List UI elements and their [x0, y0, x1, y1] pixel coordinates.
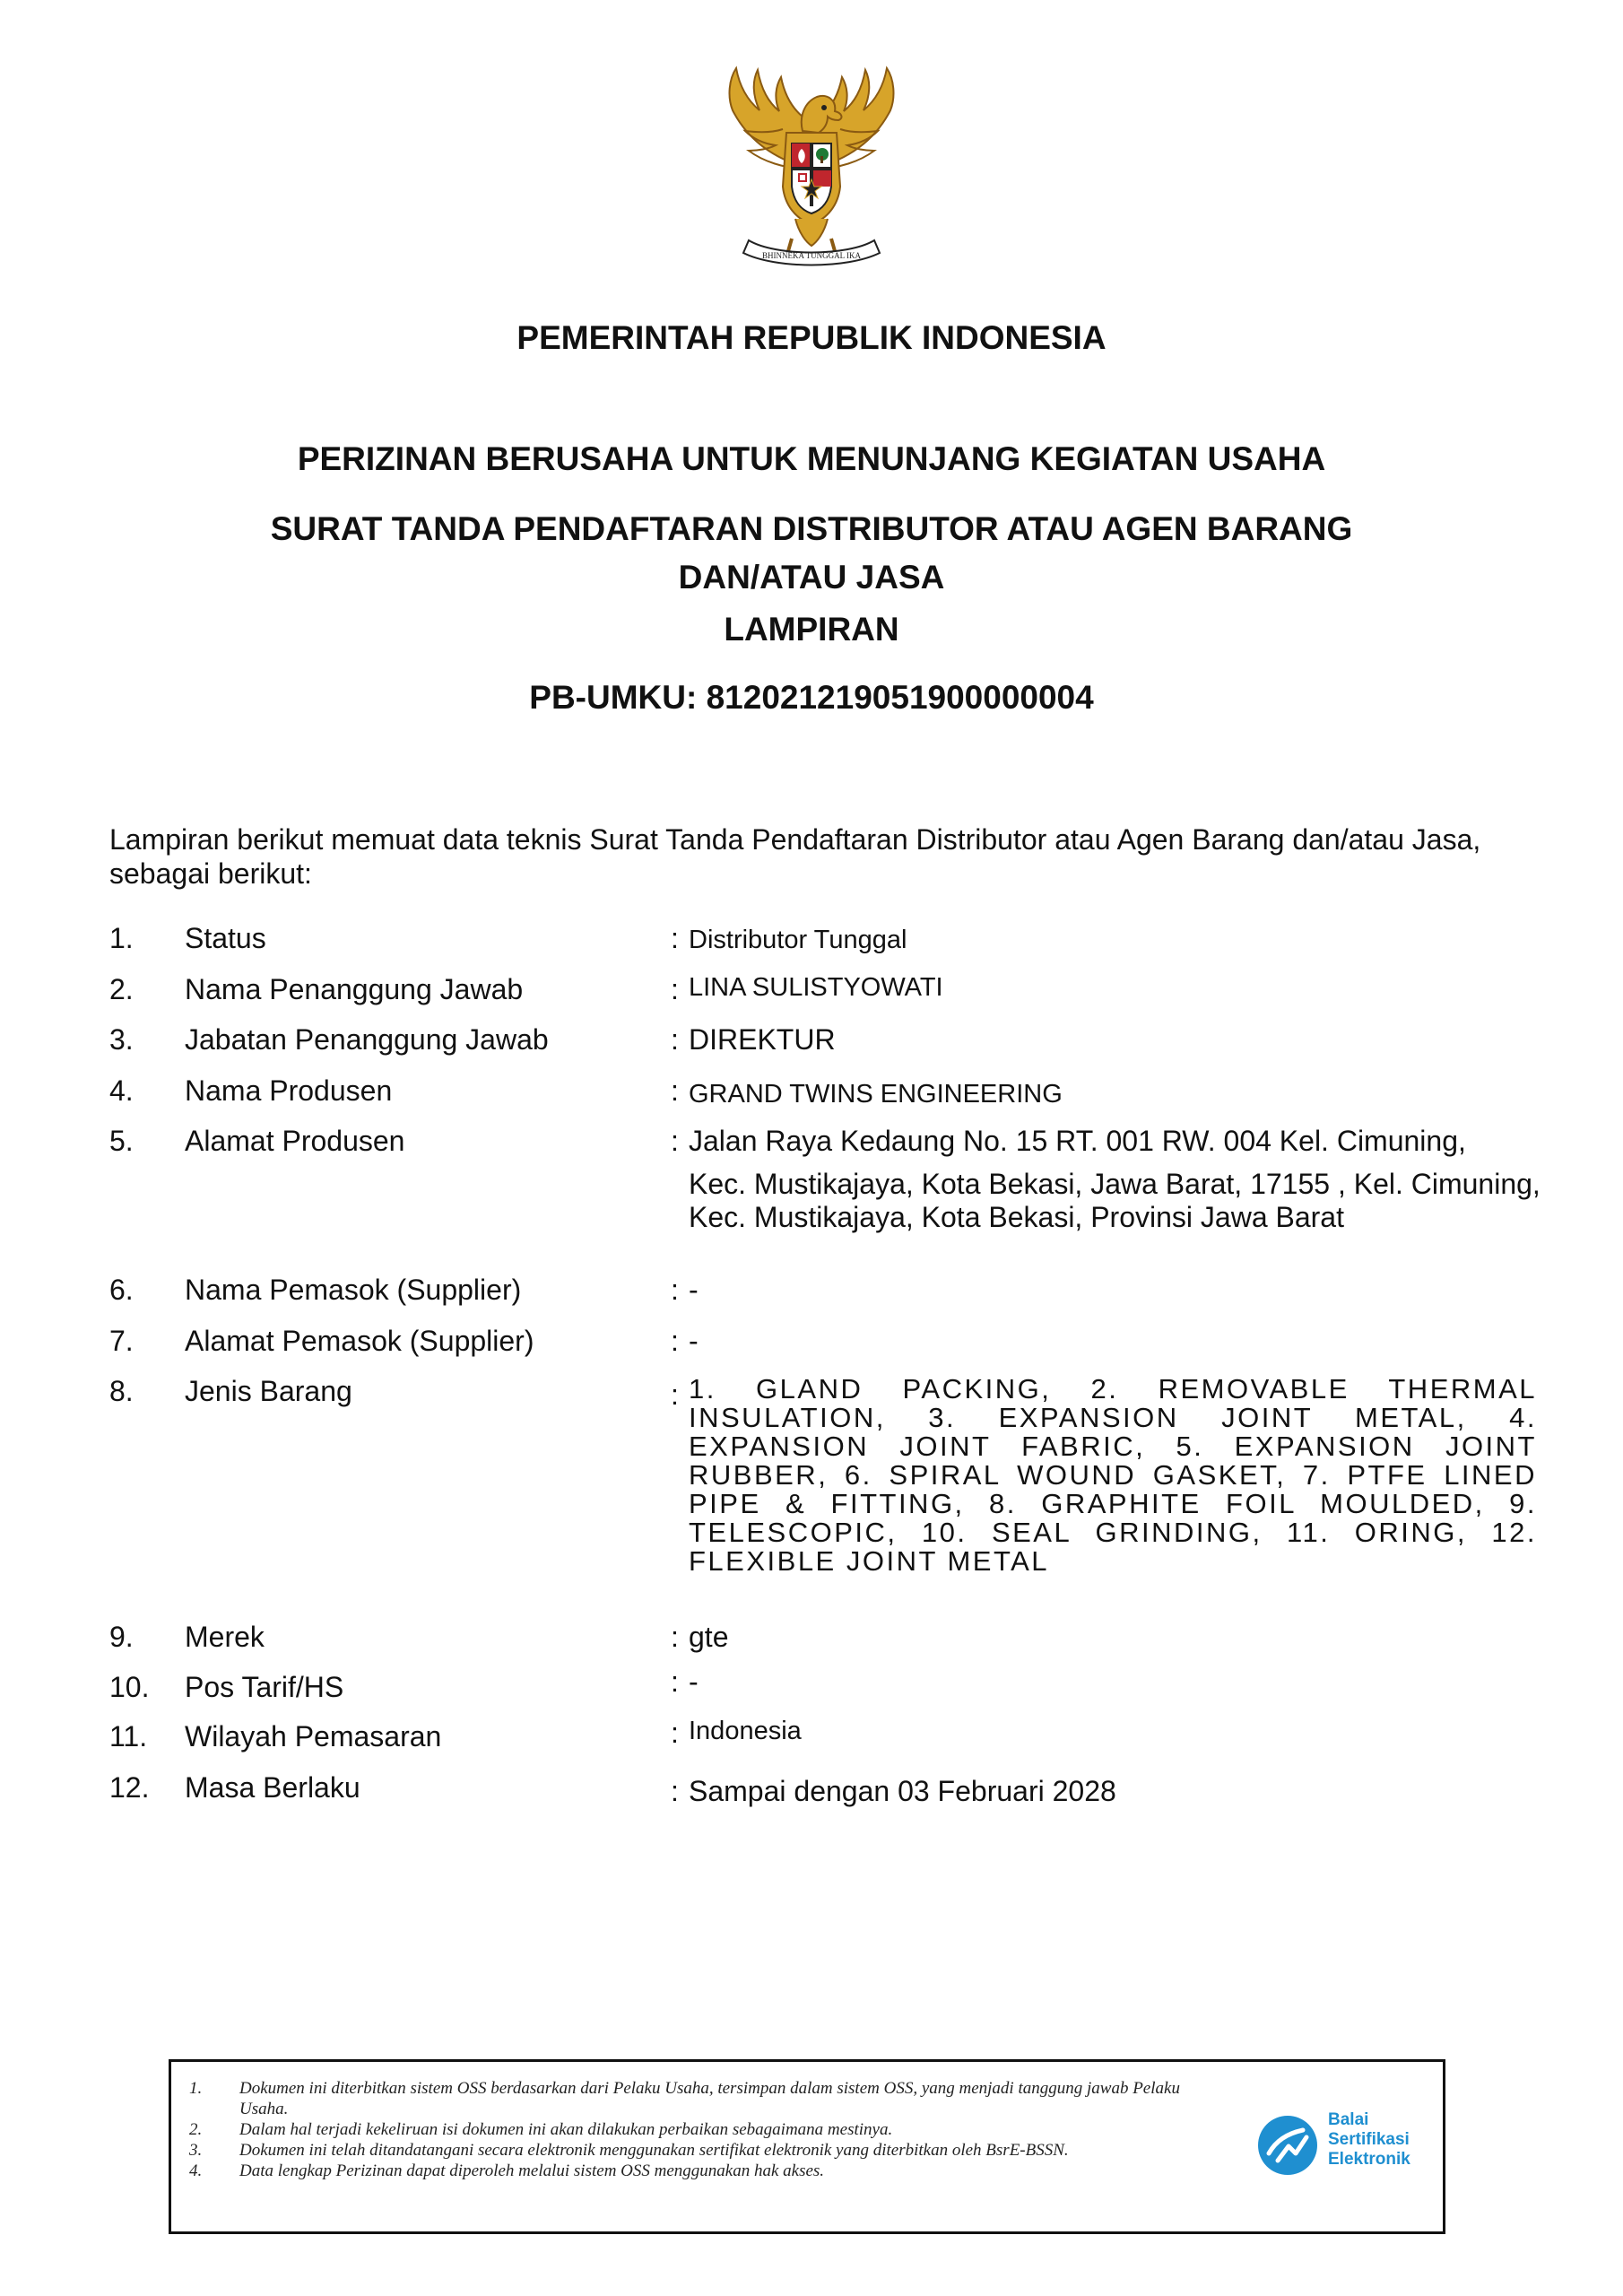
item-label: Nama Pemasok (Supplier) [185, 1274, 522, 1306]
item-label: Nama Penanggung Jawab [185, 973, 524, 1005]
item-label: Jenis Barang [185, 1375, 352, 1407]
item-label: Wilayah Pemasaran [185, 1720, 442, 1752]
item-colon: : [671, 1378, 679, 1411]
item-colon: : [671, 922, 679, 954]
footer-note-number: 4. [189, 2161, 203, 2180]
item-label: Nama Produsen [185, 1074, 393, 1107]
item-colon: : [671, 1717, 679, 1749]
item-value: Jalan Raya Kedaung No. 15 RT. 001 RW. 004 Kel. Cimuning, [689, 1125, 1466, 1157]
item-value: DIREKTUR [689, 1023, 836, 1056]
item-number: 10. [109, 1671, 150, 1703]
footer-note-number: 2. [189, 2120, 203, 2139]
item-value: Indonesia [689, 1717, 802, 1745]
item-value: GRAND TWINS ENGINEERING [689, 1080, 1063, 1109]
item-value: - [689, 1325, 699, 1357]
item-label: Alamat Pemasok (Supplier) [185, 1325, 534, 1357]
item-value: - [689, 1274, 699, 1306]
permit-number: PB-UMKU: 812021219051900000004 [529, 679, 1094, 716]
permit-title: PERIZINAN BERUSAHA UNTUK MENUNJANG KEGIATAN USAHA [297, 440, 1326, 477]
footer-note-number: 3. [189, 2141, 203, 2160]
footer-notes-box [169, 2059, 1445, 2234]
certificate-title [0, 505, 1623, 602]
item-number: 4. [109, 1074, 134, 1107]
bsre-line1: Balai [1328, 2110, 1369, 2129]
footer-note [189, 2119, 1229, 2140]
item-colon: : [671, 1074, 679, 1107]
footer-note-text: Dokumen ini diterbitkan sistem OSS berdasarkan dari Pelaku Usaha, tersimpan dalam sistem OSS, yang menjadi tanggung jawab Pelaku Usaha. [239, 2079, 1180, 2118]
intro-paragraph: Lampiran berikut memuat data teknis Surat Tanda Pendaftaran Distributor atau Agen Barang dan/atau Jasa, sebagai berikut: [109, 823, 1481, 890]
item-number: 12. [109, 1771, 150, 1804]
emblem-motto: BHINNEKA TUNGGAL IKA [762, 251, 861, 260]
footer-note-text: Dalam hal terjadi kekeliruan isi dokumen ini akan dilakukan perbaikan sebagaimana mestinya. [239, 2120, 893, 2139]
item-value: Distributor Tunggal [689, 926, 907, 954]
item-label: Masa Berlaku [185, 1771, 360, 1804]
item-number: 7. [109, 1325, 134, 1357]
item-number: 6. [109, 1274, 134, 1306]
item-value: LINA SULISTYOWATI [689, 973, 943, 1002]
footer-notes [189, 2078, 1229, 2181]
shield-icon [792, 144, 831, 213]
item-value: gte [689, 1621, 729, 1653]
government-heading: PEMERINTAH REPUBLIK INDONESIA [516, 319, 1107, 356]
item-label: Jabatan Penanggung Jawab [185, 1023, 549, 1056]
item-number: 3. [109, 1023, 134, 1056]
item-colon: : [671, 1274, 679, 1306]
footer-note [189, 2161, 1229, 2181]
item-colon: : [671, 1621, 679, 1653]
attachment-heading: LAMPIRAN [724, 611, 899, 648]
item-number: 5. [109, 1125, 134, 1157]
bsre-line3: Elektronik [1328, 2150, 1410, 2169]
bsre-wordmark [1328, 2110, 1410, 2170]
bsre-line2: Sertifikasi [1328, 2130, 1410, 2149]
item-value: Sampai dengan 03 Februari 2028 [689, 1775, 1116, 1807]
item-label: Merek [185, 1621, 265, 1653]
bsre-badge-icon [1256, 2114, 1319, 2177]
item-number: 2. [109, 973, 134, 1005]
item-value-continued: Kec. Mustikajaya, Kota Bekasi, Jawa Barat, 17155 , Kel. Cimuning, Kec. Mustikajaya, Kota Bekasi, Provinsi Jawa Barat [689, 1168, 1541, 1233]
footer-note-number: 1. [189, 2079, 203, 2098]
item-label: Pos Tarif/HS [185, 1671, 344, 1703]
item-number: 11. [109, 1720, 148, 1752]
footer-note-text: Dokumen ini telah ditandatangani secara elektronik menggunakan sertifikat elektronik yang diterbitkan oleh BsrE-BSSN. [239, 2141, 1069, 2160]
item-colon: : [671, 1023, 679, 1056]
item-label: Alamat Produsen [185, 1125, 405, 1157]
footer-note-text: Data lengkap Perizinan dapat diperoleh melalui sistem OSS menggunakan hak akses. [239, 2161, 825, 2180]
garuda-pancasila-emblem [713, 61, 910, 272]
certificate-title-line1: SURAT TANDA PENDAFTARAN DISTRIBUTOR ATAU AGEN BARANG [270, 510, 1353, 547]
certificate-title-line2: DAN/ATAU JASA [678, 559, 945, 596]
item-colon: : [671, 1325, 679, 1357]
item-colon: : [671, 973, 679, 1005]
item-colon: : [671, 1665, 679, 1698]
footer-note [189, 2140, 1229, 2161]
item-number: 8. [109, 1375, 134, 1407]
item-number: 1. [109, 922, 134, 954]
item-number: 9. [109, 1621, 134, 1653]
item-value: - [689, 1665, 699, 1698]
item-colon: : [671, 1775, 679, 1807]
item-label: Status [185, 922, 266, 954]
item-value: 1. GLAND PACKING, 2. REMOVABLE THERMAL INSULATION, 3. EXPANSION JOINT METAL, 4. EXPANSION JOINT FABRIC, 5. EXPANSION JOINT RUBBER, 6. SPIRAL WOUND GASKET, 7. PTFE LINED PIPE & FITTING, 8. GRAPHITE FOIL MOULDED, 9. TELESCOPIC, 10. SEAL GRINDING, 11. ORING, 12. FLEXIBLE JOINT METAL [689, 1373, 1537, 1577]
footer-note [189, 2078, 1229, 2119]
bsre-logo [1256, 2109, 1445, 2180]
item-colon: : [671, 1125, 679, 1157]
